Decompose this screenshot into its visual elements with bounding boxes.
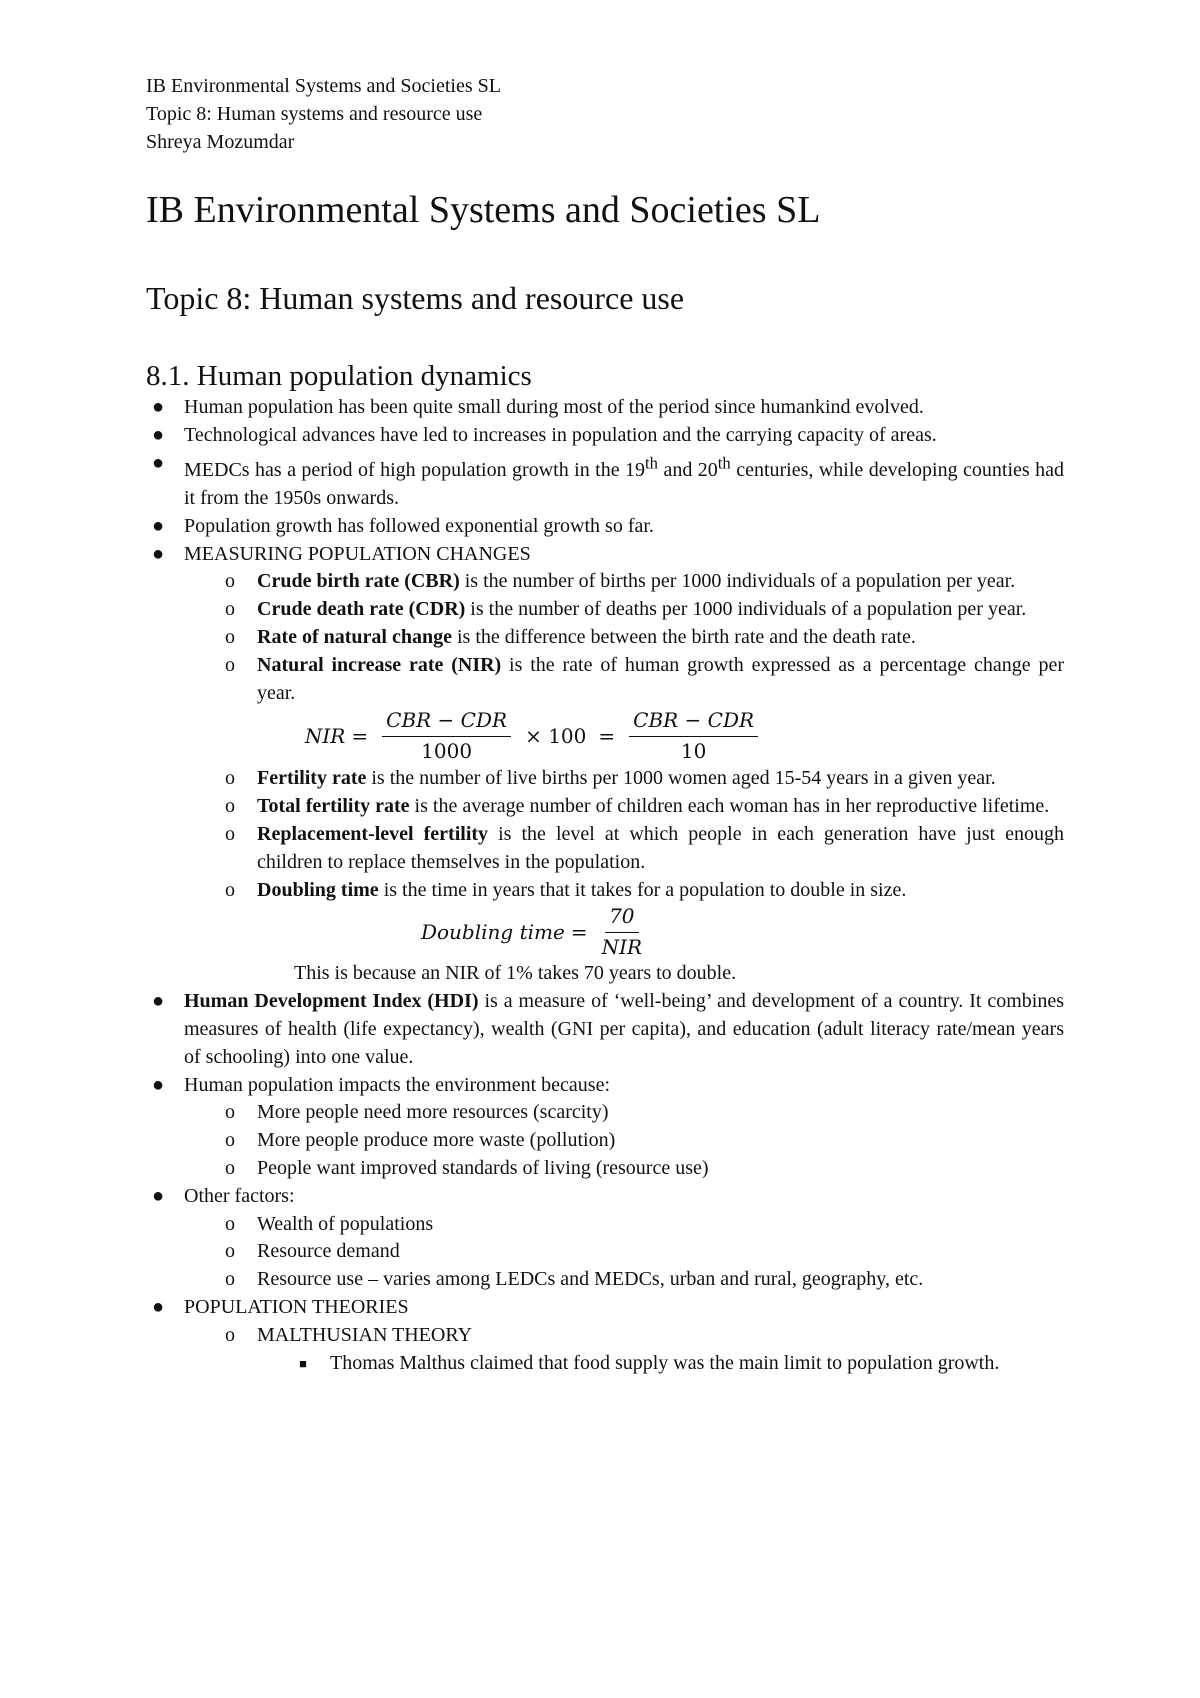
list-item — [146, 513, 1064, 541]
sub-item: o MALTHUSIAN THEORY ■ Thomas Malthus claimed that food supply was the main limit to population growth. — [220, 1322, 1064, 1378]
sub-item: o Wealth of populations — [220, 1211, 1064, 1239]
list-item — [146, 450, 1064, 513]
term: Replacement-level fertility — [257, 823, 489, 846]
fraction — [382, 707, 511, 767]
definition: is the difference between the birth rate and the death rate. — [451, 626, 916, 649]
header-course: IB Environmental Systems and Societies SL — [146, 75, 501, 97]
measure-item — [220, 568, 1064, 596]
superscript: th — [645, 453, 659, 473]
measure-item — [220, 596, 1064, 624]
circle-marker: o — [225, 1156, 235, 1179]
measures-list — [220, 568, 1064, 988]
measure-item — [220, 652, 1064, 766]
definition: is the rate of human growth expressed as a percentage change per year. — [257, 653, 1064, 704]
numerator: CBR − CDR — [382, 707, 511, 738]
denominator: NIR — [601, 935, 643, 960]
bullet-marker: ● — [151, 542, 165, 565]
equals-sign: = — [570, 919, 588, 944]
times-100: × 100 — [525, 723, 587, 748]
equation-lhs: Doubling time — [420, 919, 565, 944]
sub-item: o More people produce more waste (pollution) — [220, 1127, 1064, 1155]
item-text: Human population has been quite small during most of the period since humankind evolved. — [184, 396, 924, 418]
circle-marker: o — [225, 1129, 235, 1152]
theories-list — [220, 1322, 1064, 1378]
term: Crude death rate (CDR) — [257, 598, 466, 621]
sub-item: o Resource demand — [220, 1238, 1064, 1266]
sub-sub-item: ■ Thomas Malthus claimed that food supply was the main limit to population growth. — [293, 1350, 1064, 1378]
definition: is the number of births per 1000 individuals of a population per year. — [459, 570, 1016, 593]
sub-item: o More people need more resources (scarcity) — [220, 1099, 1064, 1127]
section-heading: 8.1. Human population dynamics — [146, 360, 532, 392]
definition: is a measure of ‘well-being’ and development of a country. It combines measures of health (life expectancy), wealth (GNI per capita), and education (adult literacy rate/mean years of schooling) into one value. — [184, 990, 1065, 1068]
sub-item: o People want improved standards of living (resource use) — [220, 1155, 1064, 1183]
item-text: Population growth has followed exponential growth so far. — [184, 514, 654, 537]
term: Doubling time — [257, 878, 379, 901]
item-text: Human population impacts the environment because: — [184, 1073, 610, 1096]
list-item — [146, 1294, 1064, 1377]
circle-marker: o — [225, 653, 235, 676]
measure-item — [220, 821, 1064, 877]
circle-marker: o — [225, 1212, 235, 1235]
document-title: IB Environmental Systems and Societies SL — [146, 189, 821, 231]
measure-item — [220, 624, 1064, 652]
circle-marker: o — [225, 1323, 235, 1346]
document-header — [146, 72, 1064, 156]
bullet-marker: ● — [151, 514, 165, 537]
term: Rate of natural change — [257, 626, 452, 649]
definition: is the level at which people in each generation have just enough children to replace themselves in the population. — [257, 823, 1064, 873]
item-text: Other factors: — [184, 1184, 295, 1207]
denominator: 1000 — [421, 739, 473, 764]
item-text: MEDCs has a period of high population growth in the 19th and 20th centuries, while developing counties had it from the 1950s onwards. — [184, 453, 1064, 510]
list-item — [146, 1072, 1064, 1183]
list-item — [146, 422, 1064, 450]
circle-marker: o — [225, 570, 235, 593]
definition: is the average number of children each woman has in her reproductive lifetime. — [409, 795, 1050, 818]
superscript: th — [717, 453, 731, 473]
equals-sign: = — [351, 723, 369, 748]
bullet-marker: ● — [151, 990, 165, 1013]
list-item — [146, 988, 1064, 1071]
circle-marker: o — [225, 795, 235, 818]
header-author: Shreya Mozumdar — [146, 131, 295, 153]
header-topic: Topic 8: Human systems and resource use — [146, 103, 483, 125]
numerator: 70 — [605, 903, 638, 934]
measure-item — [220, 793, 1064, 821]
term: Total fertility rate — [257, 795, 410, 818]
bullet-marker: ● — [151, 1184, 165, 1207]
bullet-marker: ● — [151, 423, 165, 446]
term: Crude birth rate (CBR) — [257, 570, 460, 593]
fraction — [629, 707, 758, 767]
bullet-marker: ● — [151, 1073, 165, 1096]
definition: is the number of live births per 1000 women aged 15-54 years in a given year. — [366, 767, 996, 790]
measure-item — [220, 877, 1064, 989]
nir-equation — [7, 707, 1064, 765]
term: Natural increase rate (NIR) — [257, 653, 502, 676]
other-factors-list — [220, 1211, 1064, 1294]
term: Fertility rate — [257, 767, 367, 790]
list-item — [146, 541, 1064, 989]
list-item — [146, 394, 1064, 422]
bullet-marker: ● — [151, 396, 165, 418]
circle-marker: o — [225, 598, 235, 621]
topic-heading: Topic 8: Human systems and resource use — [146, 280, 685, 316]
circle-marker: o — [225, 823, 235, 846]
denominator: 10 — [680, 739, 707, 764]
doubling-time-equation — [7, 904, 1064, 960]
item-text: POPULATION THEORIES — [184, 1295, 409, 1318]
main-bullet-list — [146, 394, 1064, 1377]
equation-note: This is because an NIR of 1% takes 70 years to double. — [294, 962, 737, 985]
circle-marker: o — [225, 626, 235, 649]
impacts-list — [220, 1099, 1064, 1182]
malthus-points — [293, 1350, 1064, 1378]
bullet-marker: ● — [151, 451, 165, 474]
list-item — [146, 1183, 1064, 1294]
circle-marker: o — [225, 1240, 235, 1263]
definition: is the time in years that it takes for a population to double in size. — [378, 878, 907, 901]
numerator: CBR − CDR — [629, 707, 758, 738]
fraction — [602, 903, 642, 963]
square-marker: ■ — [299, 1355, 307, 1371]
equation-lhs: NIR — [304, 723, 346, 748]
bullet-marker: ● — [151, 1295, 165, 1318]
circle-marker: o — [225, 767, 235, 790]
circle-marker: o — [225, 878, 235, 901]
definition: is the number of deaths per 1000 individuals of a population per year. — [465, 598, 1027, 621]
circle-marker: o — [225, 1101, 235, 1124]
measure-item — [220, 765, 1064, 793]
equals-sign: = — [598, 723, 616, 748]
sub-item: o Resource use – varies among LEDCs and MEDCs, urban and rural, geography, etc. — [220, 1266, 1064, 1294]
item-text: MEASURING POPULATION CHANGES — [184, 542, 531, 565]
term: Human Development Index (HDI) — [184, 990, 479, 1013]
circle-marker: o — [225, 1268, 235, 1291]
item-text: Technological advances have led to increases in population and the carrying capacity of areas. — [184, 423, 937, 446]
